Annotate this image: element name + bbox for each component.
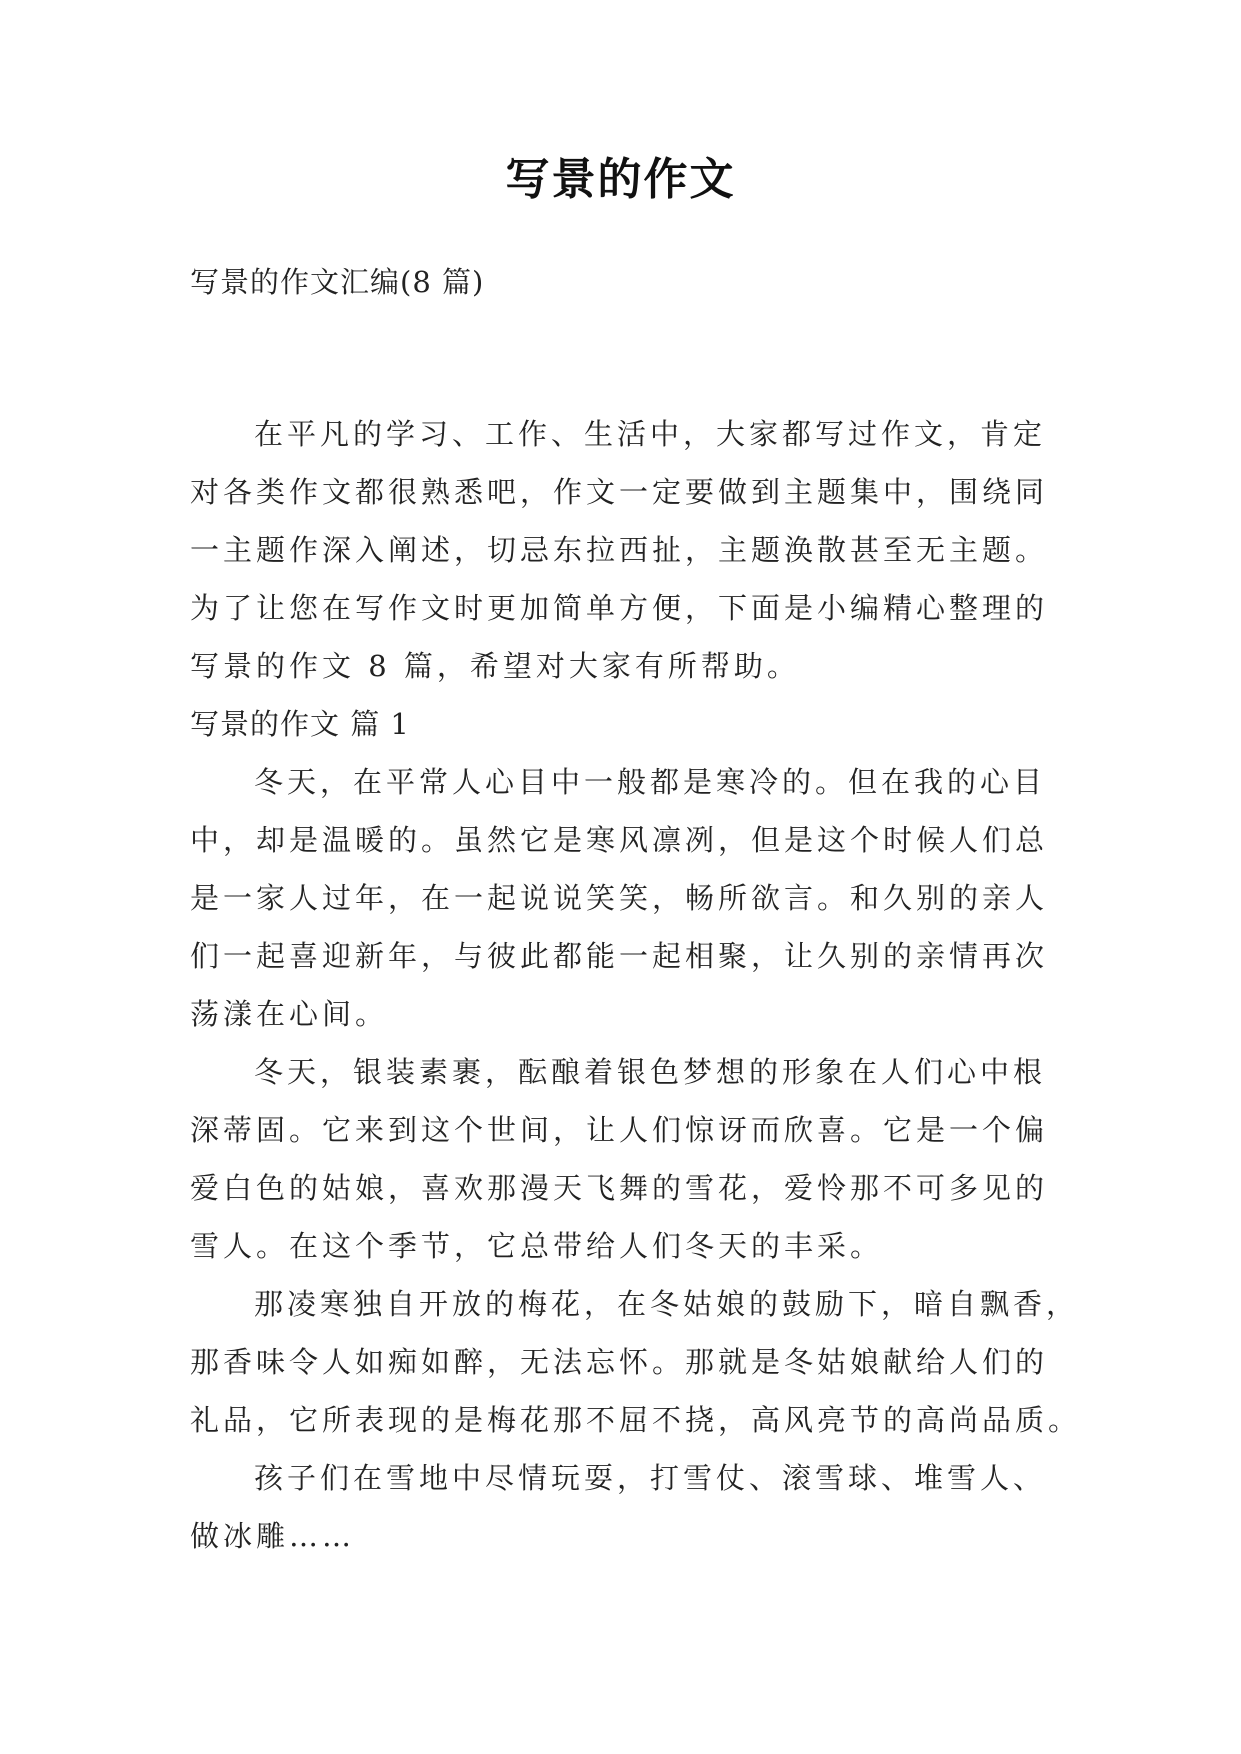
paragraph-line: 一主题作深入阐述，切忌东拉西扯，主题涣散甚至无主题。 — [190, 533, 1049, 567]
paragraph-line: 为了让您在写作文时更加简单方便，下面是小编精心整理的 — [190, 591, 1049, 625]
paragraph-line: 冬天，银装素裹，酝酿着银色梦想的形象在人们心中根 — [254, 1055, 1047, 1089]
document-body — [190, 405, 1082, 1565]
paragraph-line: 那香味令人如痴如醉，无法忘怀。那就是冬姑娘献给人们的 — [190, 1345, 1049, 1379]
paragraph-line: 礼品，它所表现的是梅花那不屈不挠，高风亮节的高尚品质。 — [190, 1403, 1082, 1437]
paragraph-line: 雪人。在这个季节，它总带给人们冬天的丰采。 — [190, 1229, 884, 1263]
paragraph-line: 是一家人过年，在一起说说笑笑，畅所欲言。和久别的亲人 — [190, 881, 1049, 915]
paragraph-line: 做冰雕…… — [190, 1519, 356, 1553]
paragraph-line: 爱白色的姑娘，喜欢那漫天飞舞的雪花，爱怜那不可多见的 — [190, 1171, 1049, 1205]
paragraph-line: 们一起喜迎新年，与彼此都能一起相聚，让久别的亲情再次 — [190, 939, 1049, 973]
paragraph-line: 冬天，在平常人心目中一般都是寒冷的。但在我的心目 — [254, 765, 1047, 799]
paragraph-line: 中，却是温暖的。虽然它是寒风凛冽，但是这个时候人们总 — [190, 823, 1049, 857]
paragraph-line: 写景的作文 8 篇，希望对大家有所帮助。 — [190, 649, 800, 683]
document-subtitle: 写景的作文汇编(8 篇) — [190, 265, 485, 299]
paragraph-line: 孩子们在雪地中尽情玩耍，打雪仗、滚雪球、堆雪人、 — [254, 1461, 1047, 1495]
section-heading: 写景的作文 篇 1 — [190, 707, 410, 741]
paragraph-line: 深蒂固。它来到这个世间，让人们惊讶而欣喜。它是一个偏 — [190, 1113, 1049, 1147]
paragraph-line: 荡漾在心间。 — [190, 997, 389, 1031]
document-title: 写景的作文 — [505, 154, 736, 205]
paragraph-line: 那凌寒独自开放的梅花，在冬姑娘的鼓励下，暗自飘香， — [254, 1287, 1080, 1321]
paragraph-line: 对各类作文都很熟悉吧，作文一定要做到主题集中，围绕同 — [190, 475, 1049, 509]
paragraph-line: 在平凡的学习、工作、生活中，大家都写过作文，肯定 — [254, 417, 1047, 451]
